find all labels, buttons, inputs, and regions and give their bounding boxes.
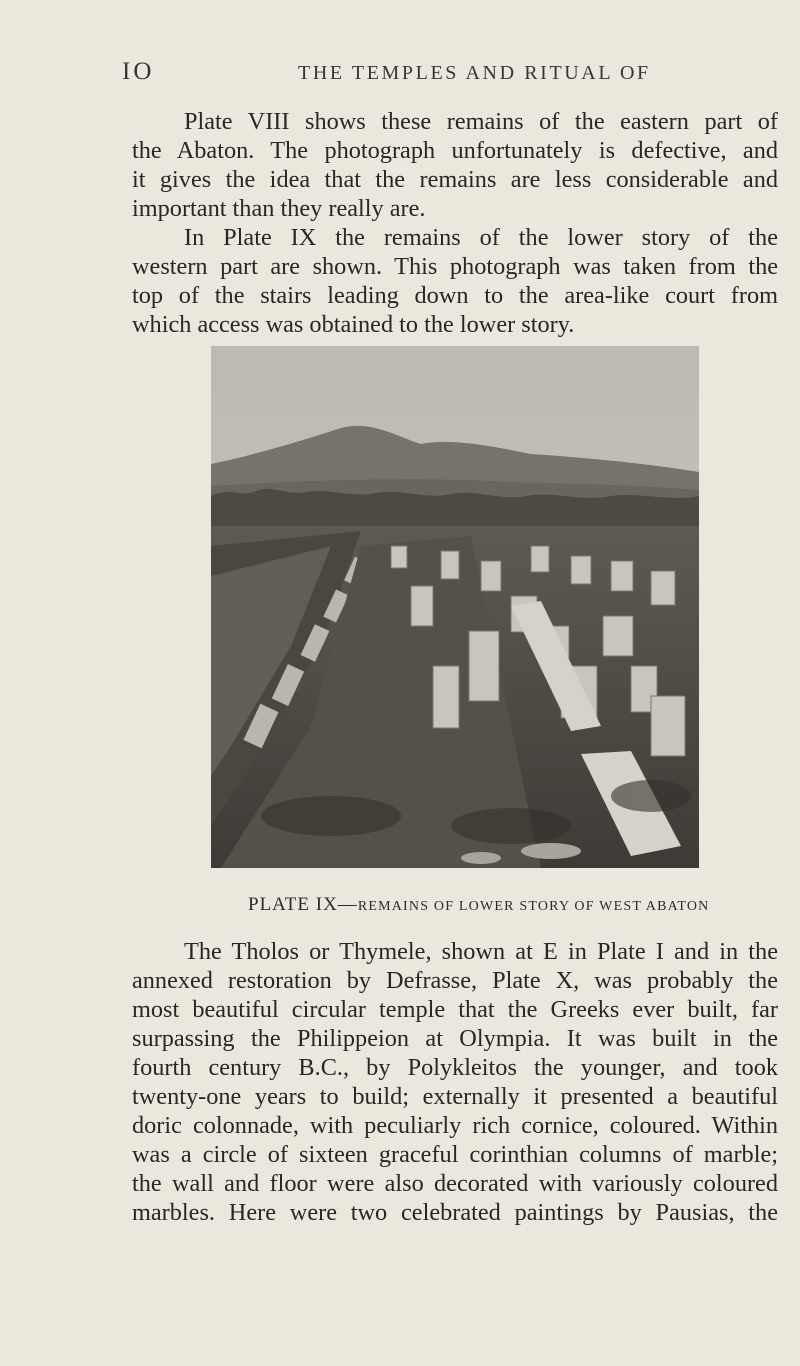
text-line: important than they really are. <box>132 195 426 222</box>
text-line: the wall and floor were also decorated with variously coloured <box>132 1170 778 1197</box>
running-head: THE TEMPLES AND RITUAL OF <box>298 62 651 84</box>
page-number: IO <box>122 58 155 85</box>
plate-ix-photograph <box>211 346 699 868</box>
text-line: which access was obtained to the lower story. <box>132 311 575 338</box>
plate-caption-text: REMAINS OF LOWER STORY OF WEST ABATON <box>357 899 710 914</box>
paragraph-plates-viii-ix <box>132 107 778 339</box>
paragraph-tholos <box>132 937 778 1227</box>
text-line: western part are shown. This photograph was taken from the <box>132 253 778 280</box>
text-line: annexed restoration by Defrasse, Plate X, was probably the <box>132 967 778 994</box>
text-line: surpassing the Philippeion at Olympia. It was built in the <box>132 1025 778 1052</box>
text-line: The Tholos or Thymele, shown at E in Plate I and in the <box>184 938 778 965</box>
text-line: twenty-one years to build; externally it presented a beautiful <box>132 1083 778 1110</box>
text-line: it gives the idea that the remains are less considerable and <box>132 166 778 193</box>
text-line: In Plate IX the remains of the lower story of the <box>184 224 778 251</box>
text-line: most beautiful circular temple that the Greeks ever built, far <box>132 996 778 1023</box>
text-line: doric colonnade, with peculiarly rich cornice, coloured. Within <box>132 1112 778 1139</box>
text-line: Plate VIII shows these remains of the eastern part of <box>184 108 778 135</box>
text-line: top of the stairs leading down to the area-like court from <box>132 282 778 309</box>
plate-caption <box>248 894 709 916</box>
plate-caption-label: PLATE IX— <box>248 894 358 915</box>
text-line: marbles. Here were two celebrated paintings by Pausias, the <box>132 1199 778 1226</box>
text-line: the Abaton. The photograph unfortunately is defective, and <box>132 137 778 164</box>
text-line: fourth century B.C., by Polykleitos the younger, and took <box>132 1054 778 1081</box>
text-line: was a circle of sixteen graceful corinthian columns of marble; <box>132 1141 778 1168</box>
